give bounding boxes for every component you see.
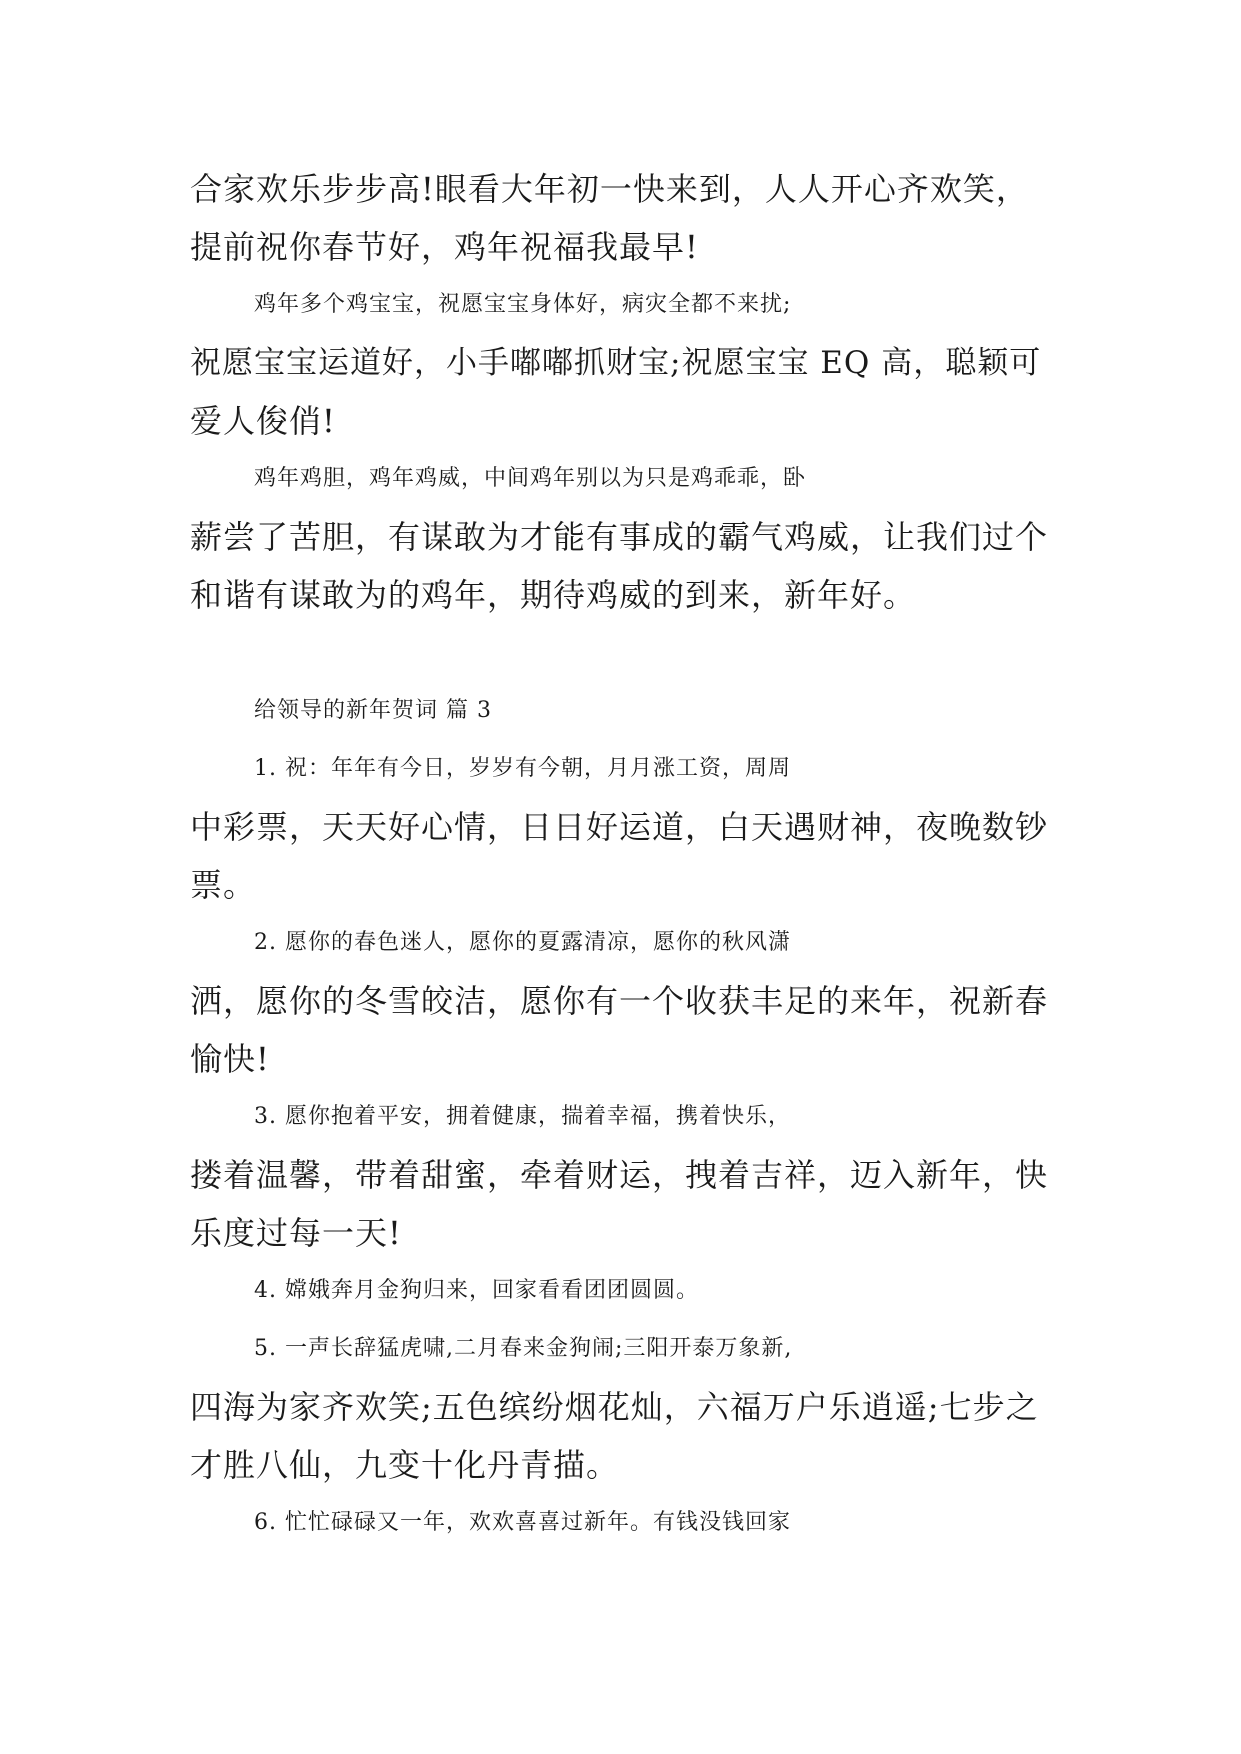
text-line: 爱人俊俏! — [190, 402, 336, 440]
text-line: 提前祝你春节好，鸡年祝福我最早! — [190, 228, 699, 266]
paragraph — [190, 450, 1052, 624]
text-line: 鸡年多个鸡宝宝，祝愿宝宝身体好，病灾全都不来扰; — [254, 292, 792, 317]
list-item — [190, 1088, 1052, 1262]
text-line: 2. 愿你的春色迷人，愿你的夏露清凉，愿你的秋风潇 — [254, 930, 791, 955]
list-item — [190, 914, 1052, 1088]
text-line: 薪尝了苦胆，有谋敢为才能有事成的霸气鸡威，让我们过个 — [190, 518, 1049, 556]
list-item — [190, 740, 1052, 914]
text-line: 愉快! — [190, 1040, 270, 1078]
paragraph — [190, 276, 1052, 450]
text-line: 5. 一声长辞猛虎啸,二月春来金狗闹;三阳开泰万象新, — [254, 1336, 793, 1361]
text-line: 四海为家齐欢笑;五色缤纷烟花灿，六福万户乐逍遥;七步之 — [190, 1388, 1039, 1426]
text-line: 乐度过每一天! — [190, 1214, 402, 1252]
list-item — [190, 1320, 1052, 1494]
text-line: 中彩票，天天好心情，日日好运道，白天遇财神，夜晚数钞 — [190, 808, 1049, 846]
text-line: 祝愿宝宝运道好，小手嘟嘟抓财宝;祝愿宝宝 EQ 高，聪颖可 — [190, 345, 1042, 381]
text-line: 6. 忙忙碌碌又一年，欢欢喜喜过新年。有钱没钱回家 — [254, 1510, 791, 1535]
document-page — [190, 160, 1052, 1552]
text-line: 洒，愿你的冬雪皎洁，愿你有一个收获丰足的来年，祝新春 — [190, 982, 1049, 1020]
section-title: 给领导的新年贺词 篇 3 — [254, 698, 492, 723]
text-line: 3. 愿你抱着平安，拥着健康，揣着幸福，携着快乐， — [254, 1104, 791, 1129]
text-line: 鸡年鸡胆，鸡年鸡威，中间鸡年别以为只是鸡乖乖，卧 — [254, 466, 807, 491]
text-line: 和谐有谋敢为的鸡年，期待鸡威的到来，新年好。 — [190, 576, 917, 614]
list-item — [190, 1494, 1052, 1552]
section-spacer — [190, 624, 1052, 682]
text-line: 4. 嫦娥奔月金狗归来，回家看看团团圆圆。 — [254, 1278, 699, 1303]
list-item — [190, 1262, 1052, 1320]
text-line: 搂着温馨，带着甜蜜，牵着财运，拽着吉祥，迈入新年，快 — [190, 1156, 1049, 1194]
text-line: 才胜八仙，九变十化丹青描。 — [190, 1446, 620, 1484]
paragraph — [190, 160, 1052, 276]
section-heading — [190, 682, 1052, 740]
text-line: 合家欢乐步步高!眼看大年初一快来到，人人开心齐欢笑， — [190, 170, 1029, 208]
text-line: 1. 祝：年年有今日，岁岁有今朝，月月涨工资，周周 — [254, 756, 791, 781]
text-line: 票。 — [190, 866, 257, 904]
